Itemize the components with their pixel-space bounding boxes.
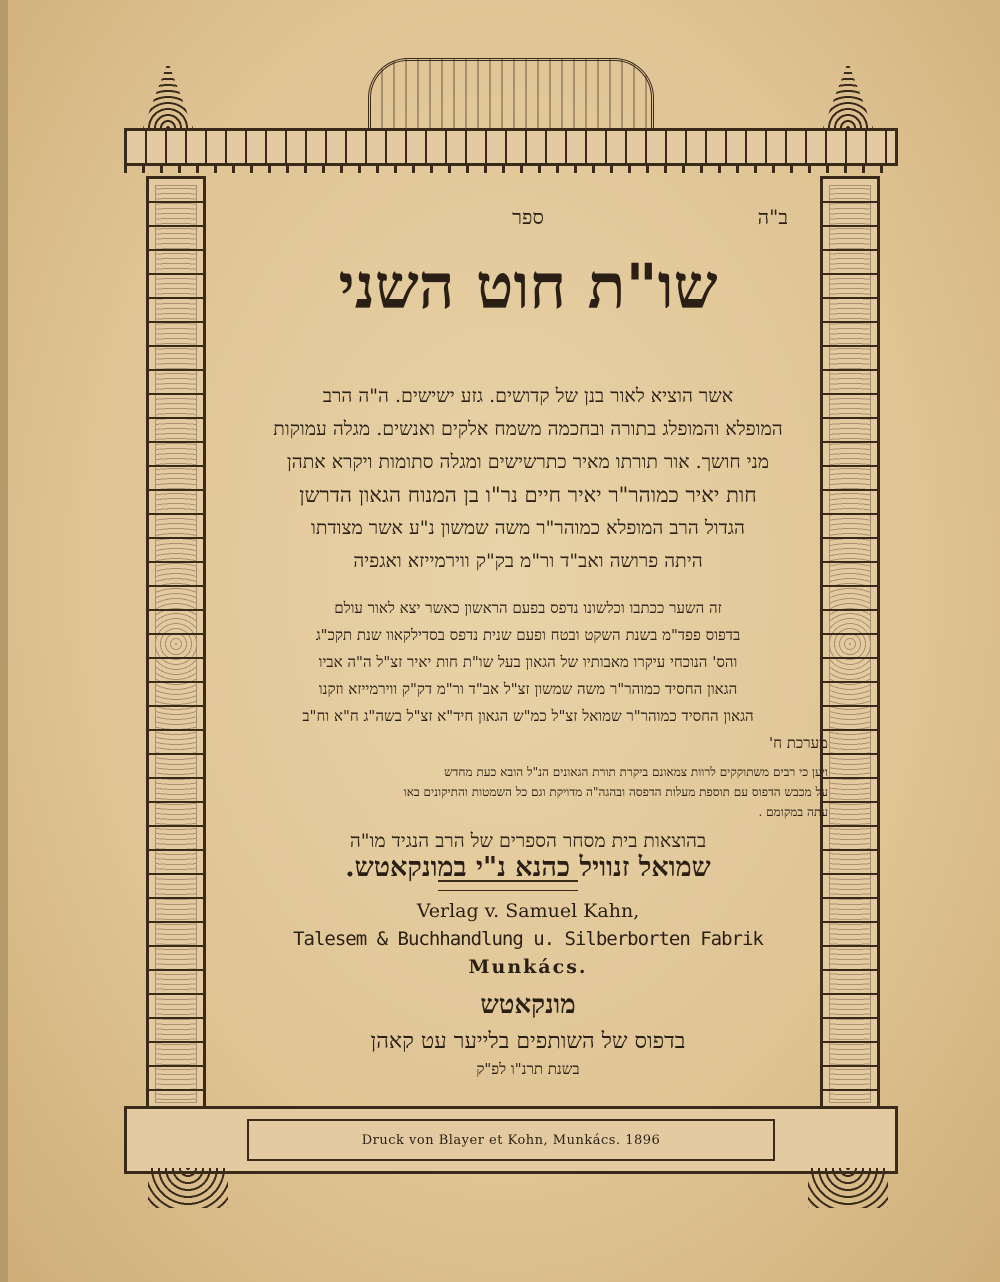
history-line: הגאון החסיד כמוהר"ר משה שמשון זצ"ל אב"ד ור"מ דק"ק ווירמייזא וזקנו — [318, 680, 738, 698]
city-line: Munkács. — [468, 956, 588, 978]
history-line: מערכת ח' — [769, 734, 828, 752]
printer-city: מונקאטש — [480, 990, 576, 1020]
intro-line: מני חושך. אור תורתו מאיר כתרשישים ומגלה סתומות ויקרא אתהן — [286, 451, 770, 473]
history-line: הגאון החסיד כמוהר"ר שמואל זצ"ל כמ"ש הגאון חיד"א זצ"ל בשה"ג ח"א וח"ב — [302, 707, 754, 725]
intro-line: היתה פרושה ואב"ד ור"מ בק"ק ווירמייזא ואגפיה — [353, 550, 703, 572]
left-finial-ornament — [143, 62, 193, 128]
publisher-line-1: בהוצאות בית מסחר הספרים של הרב הנגיד מו"ה — [349, 830, 707, 852]
intro-line: הגדול הרב המופלא כמוהר"ר משה שמשון נ"ע אשר מצודתו — [311, 517, 745, 539]
intro-line: המופלא והמופלג בתורה ובחכמה משמח אלקים ואנשים. מגלה עמוקות — [273, 418, 783, 440]
left-base-ornament — [148, 1168, 228, 1208]
history-line: בדפוס פפד"מ בשנת השקט ובטח ופעם שנית נדפס בסדילקאוו שנת תקכ"ג — [315, 626, 741, 644]
printer-imprint: Druck von Blayer et Kohn, Munkács. 1896 — [361, 1132, 661, 1148]
verlag-line: Verlag v. Samuel Kahn, — [416, 900, 640, 922]
frame-entablature — [124, 128, 898, 166]
publisher-name: שמואל זנוויל כהנא נ"י במונקאטש. — [345, 852, 711, 883]
frame-base — [124, 1106, 898, 1174]
right-finial-ornament — [823, 62, 873, 128]
left-column — [146, 176, 206, 1112]
note-line: על מכבש הדפוס עם תוספת מעלות הדפסה ובהגה"ה מדויקת וגם כל השמטות והתיקונים באו — [403, 785, 828, 799]
book-title: שו"ת חוט השני — [338, 250, 718, 323]
bh-mark: ב"ה — [757, 205, 788, 229]
business-line: Talesem & Buchhandlung u. Silberborten Fabrik — [293, 928, 763, 950]
printer-line: בדפוס של השותפים בלייער עט קאהן — [370, 1029, 686, 1054]
intro-paragraph — [228, 380, 828, 578]
ornamental-crest — [368, 58, 654, 134]
ornamental-divider — [438, 880, 578, 891]
intro-line: חות יאיר כמוהר"ר יאיר חיים נר"ו בן המנוח הגאון הדרשן — [299, 483, 757, 507]
right-column — [820, 176, 880, 1112]
history-paragraph — [228, 595, 828, 757]
frame-dentils — [124, 163, 892, 173]
note-line: ויען כי רבים משתוקקים לרוות צמאונם ביקרת תורת הגאונים הנ"ל הובא כעת מחדש — [444, 765, 828, 779]
title-page — [8, 0, 1000, 1282]
note-line: עתה במקומם . — [758, 805, 828, 819]
history-line: והס' הנוכחי עיקרו מאבותיו של הגאון בעל שו"ת חות יאיר זצ"ל ה"ה אביו — [318, 653, 738, 671]
note-paragraph — [228, 762, 828, 822]
intro-line: אשר הוציא לאור בנן של קדושים. גזע ישישים. ה"ה הרב — [322, 385, 734, 407]
printer-year: בשנת תרנ"ו לפ"ק — [476, 1060, 580, 1078]
history-line: זה השער ככתבו וכלשונו נדפס בפעם הראשון כאשר יצא לאור עולם — [334, 599, 722, 617]
sefer-label: ספר — [512, 205, 544, 229]
right-base-ornament — [808, 1168, 888, 1208]
